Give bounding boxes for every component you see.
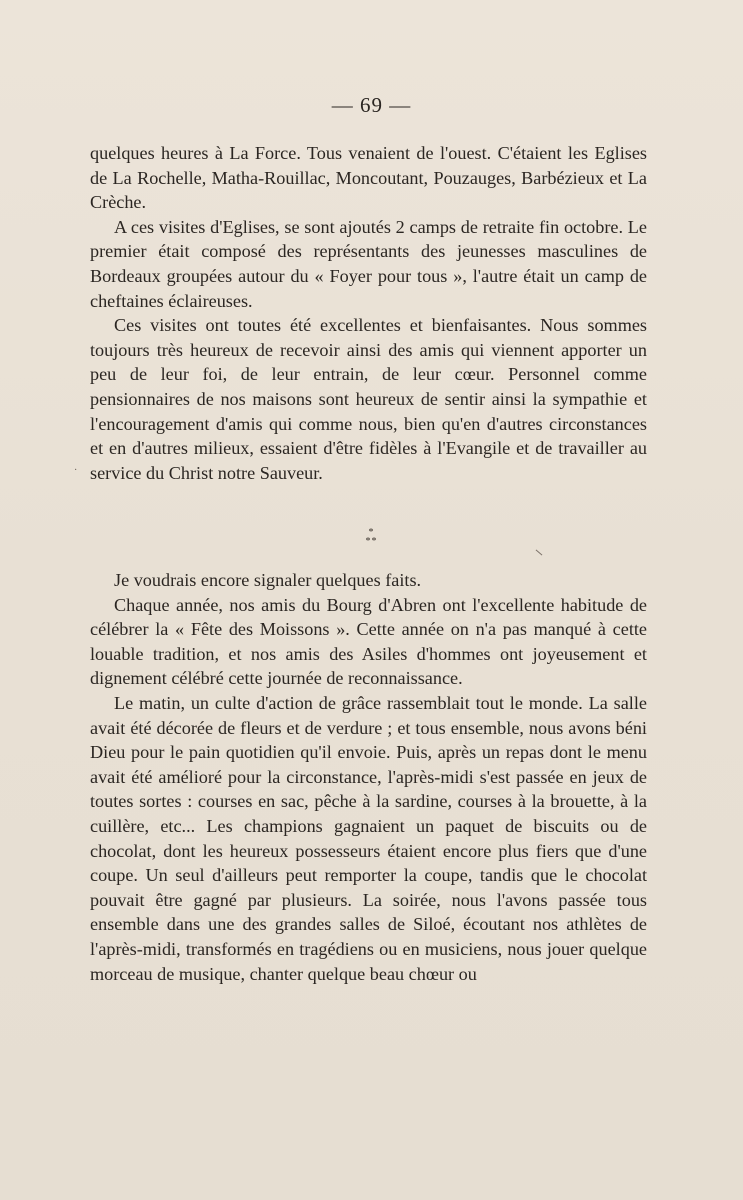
- asterism-top: *: [368, 527, 375, 538]
- asterism-separator: [0, 528, 743, 546]
- paragraph: A ces visites d'Eglises, se sont ajoutés 2 camps de retraite fin octobre. Le premier était composé des représentants des jeunesses masculines de Bordeaux groupées autour du « Foyer pour tous », l'autre était un camp de cheftaines éclaireuses.: [90, 216, 647, 311]
- margin-dot: ·: [74, 465, 78, 476]
- stray-pencil-mark: [536, 550, 543, 556]
- text-section-1: [90, 141, 647, 485]
- paragraph: Je voudrais encore signaler quelques faits.: [114, 570, 422, 590]
- paragraph: Chaque année, nos amis du Bourg d'Abren ont l'excellente habitude de célébrer la « Fête des Moissons ». Cette année on n'a pas manqué à cette louable tradition, et nos amis des Asiles d'hommes ont joyeusement et dignement célébré cette journée de reconnaissance.: [90, 594, 647, 689]
- asterism-bottom: **: [365, 536, 378, 547]
- paragraph: Ces visites ont toutes été excellentes et bienfaisantes. Nous sommes toujours très heureux de recevoir ainsi des amis qui viennent apporter un peu de leur foi, de leur entrain, de leur cœur. Personnel comme pensionnaires de nos maisons sont heureux de sentir ainsi la sympathie et l'encouragement d'amis qui comme nous, bien qu'en d'autres circonstances et en d'autres milieux, essaient d'être fidèles à l'Evangile et de travailler au service du Christ notre Sauveur.: [90, 315, 647, 483]
- page-number: — 69 —: [331, 93, 412, 117]
- paragraph: quelques heures à La Force. Tous venaient de l'ouest. C'étaient les Eglises de La Rochelle, Matha-Rouillac, Moncoutant, Pouzauges, Barbézieux et La Crèche.: [90, 143, 647, 213]
- text-section-2: [90, 568, 647, 986]
- paragraph: Le matin, un culte d'action de grâce rassemblait tout le monde. La salle avait été décorée de fleurs et de verdure ; et tous ensemble, nous avons béni Dieu pour le pain quotidien qu'il envoie. Puis, après un repas dont le menu avait été amélioré pour la circonstance, l'après-midi s'est passée en jeux de toutes sortes : courses en sac, pêche à la sardine, courses à la brouette, à la cuillère, etc... Les champions gagnaient un paquet de biscuits ou de chocolat, dont les heureux possesseurs étaient encore plus fiers que d'une coupe. Un seul d'ailleurs peut remporter la coupe, tandis que le chocolat pouvait être gagné par plusieurs. La soirée, nous l'avons passée tous ensemble dans une des grandes salles de Siloé, écoutant nos athlètes de l'après-midi, transformés en tragédiens ou en musiciens, nous jouer quelque morceau de musique, chanter quelque beau chœur ou: [90, 692, 647, 984]
